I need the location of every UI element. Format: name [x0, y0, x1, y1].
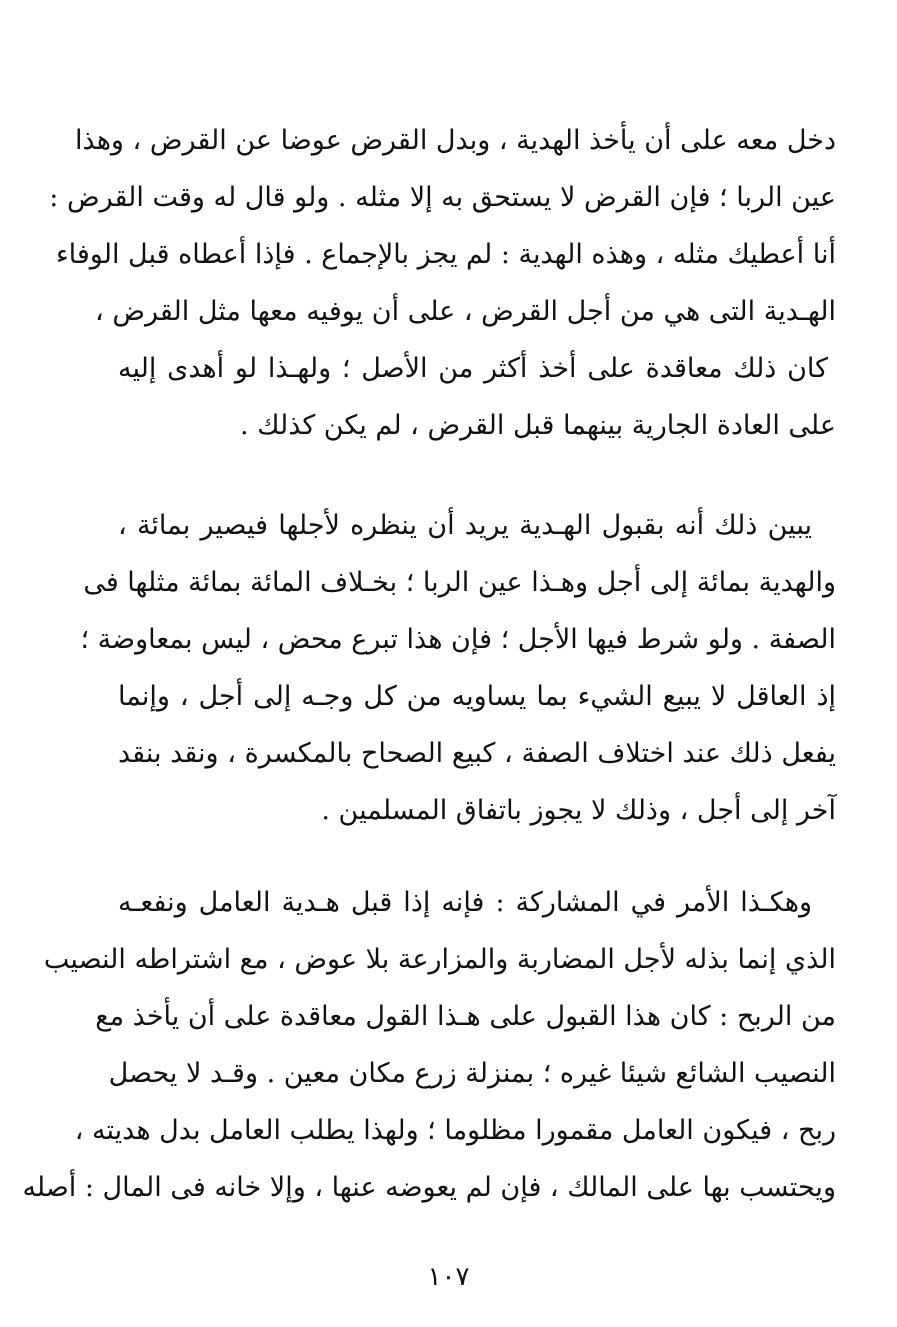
text-line: كان ذلك معاقدة على أخذ أكثر من الأصل ؛ ولهـذا لو أهدى إليه	[118, 353, 828, 384]
text-line: من الربح : كان هذا القبول على هـذا القول معاقدة على أن يأخذ مع	[95, 1001, 836, 1032]
text-line: الذي إنما بذله لأجل المضاربة والمزارعة بلا عوض ، مع اشتراطه النصيب	[43, 944, 836, 975]
text-line: إذ العاقل لا يبيع الشيء بما يساويه من كل وجـه إلى أجل ، وإنما	[118, 681, 836, 712]
text-line: ويحتسب بها على المالك ، فإن لم يعوضه عنها ، وإلا خانه فى المال : أصله	[22, 1172, 836, 1203]
text-line: عين الربا ؛ فإن القرض لا يستحق به إلا مثله . ولو قال له وقت القرض :	[49, 182, 836, 213]
text-line: دخل معه على أن يأخذ الهدية ، وبدل القرض عوضا عن القرض ، وهذا	[75, 125, 836, 156]
text-line: يبين ذلك أنه بقبول الهـدية يريد أن ينظره لأجلها فيصير بمائة ،	[118, 510, 812, 541]
text-line: الهـدية التى هي من أجل القرض ، على أن يوفيه معها مثل القرض ،	[95, 296, 836, 327]
text-line: على العادة الجارية بينهما قبل القرض ، لم يكن كذلك .	[240, 410, 836, 441]
text-line: النصيب الشائع شيئا غيره ؛ بمنزلة زرع مكان معين . وقـد لا يحصل	[108, 1058, 836, 1089]
paragraph-2	[80, 497, 836, 839]
text-line: وهكـذا الأمر في المشاركة : فإنه إذا قبل هـدية العامل ونفعـه	[118, 887, 812, 918]
text-line: يفعل ذلك عند اختلاف الصفة ، كبيع الصحاح بالمكسرة ، ونقد بنقد	[118, 738, 836, 769]
paragraph-3	[22, 874, 836, 1216]
paragraph-1	[49, 112, 836, 454]
text-line: والهدية بمائة إلى أجل وهـذا عين الربا ؛ بخـلاف المائة بمائة مثلها فى	[83, 567, 836, 598]
page-number: ١٠٧	[427, 1262, 470, 1292]
text-line: أنا أعطيك مثله ، وهذه الهدية : لم يجز بالإجماع . فإذا أعطاه قبل الوفاء	[55, 239, 836, 270]
text-line: الصفة . ولو شرط فيها الأجل ؛ فإن هذا تبرع محض ، ليس بمعاوضة ؛	[80, 624, 836, 655]
text-line: آخر إلى أجل ، وذلك لا يجوز باتفاق المسلمين .	[321, 795, 836, 826]
text-line: ربح ، فيكون العامل مقمورا مظلوما ؛ ولهذا يطلب العامل بدل هديته ،	[74, 1115, 836, 1146]
